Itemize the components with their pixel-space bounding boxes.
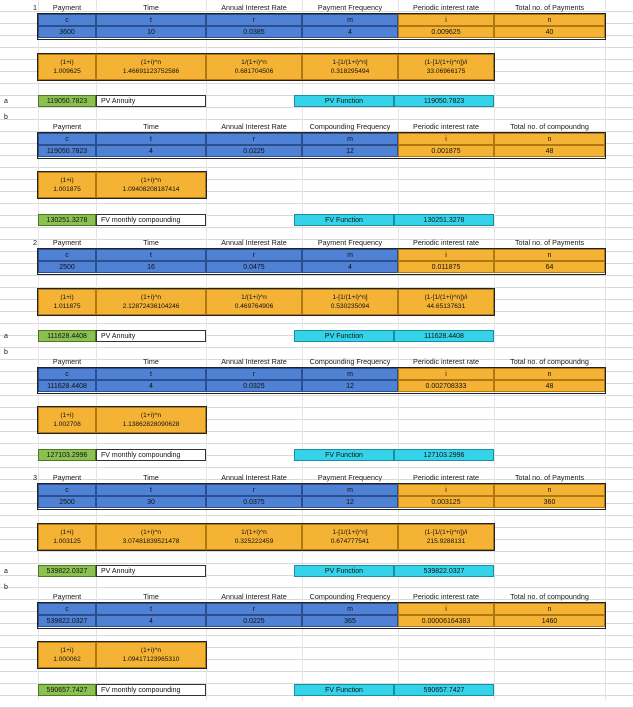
pv-symbol-cell[interactable]: t: [96, 249, 206, 261]
calc-table-frame: [37, 288, 495, 316]
pv-header: Total no. of Payments: [514, 472, 585, 482]
grid-row-line: [0, 576, 633, 588]
calc-label: (1+i)^n: [140, 294, 162, 301]
fv-value-cell[interactable]: 119050.7823: [38, 145, 96, 157]
pv-header: Annual Interest Rate: [221, 472, 287, 482]
row-tag-b: b: [4, 348, 8, 356]
fv-symbol-cell[interactable]: r: [206, 368, 302, 380]
fv-calc-table-frame: [37, 406, 207, 434]
pv-value-cell[interactable]: 2500: [38, 261, 96, 273]
calc-table-frame: [37, 523, 495, 551]
pv-annuity-result[interactable]: 539822.0327: [38, 565, 96, 577]
pv-header: Payment Frequency: [317, 472, 383, 482]
fv-result[interactable]: 590657.7427: [38, 684, 96, 696]
fv-value-cell[interactable]: 1460: [494, 615, 605, 627]
fv-value-cell[interactable]: 0.002708333: [398, 380, 494, 392]
fv-value-cell[interactable]: 12: [302, 380, 398, 392]
pv-table-frame: [37, 483, 606, 510]
pv-header: Periodic interest rate: [413, 2, 479, 12]
calc-value: 0.469764906: [234, 303, 274, 310]
calc-label: 1-[1/(1+i)^n]: [332, 59, 368, 66]
calc-value: 0.674777541: [330, 538, 370, 545]
fv-value-cell[interactable]: 4: [96, 145, 206, 157]
fv-value-cell[interactable]: 48: [494, 380, 605, 392]
calc-value: 0.318295494: [330, 68, 370, 75]
fv-calc-value: 1.002708: [53, 421, 81, 428]
pv-header: Time: [143, 237, 159, 247]
pv-value-cell[interactable]: 10: [96, 26, 206, 38]
fv-calc-label: (1+i)^n: [140, 647, 162, 654]
fv-calc-table-frame: [37, 171, 207, 199]
calc-value: 1.46691123752586: [122, 68, 180, 75]
pv-value-cell[interactable]: 0.011875: [398, 261, 494, 273]
fv-symbol-cell[interactable]: n: [494, 133, 605, 145]
grid-row-line: [0, 696, 633, 708]
fv-table-frame: [37, 602, 606, 629]
fv-header: Annual Interest Rate: [221, 121, 287, 131]
fv-function-label: FV Function: [294, 684, 394, 696]
pv-annuity-label: PV Annuity: [96, 565, 206, 577]
fv-header: Annual Interest Rate: [221, 356, 287, 366]
pv-value-cell[interactable]: 2500: [38, 496, 96, 508]
calc-value: 0.325222459: [234, 538, 274, 545]
pv-symbol-cell[interactable]: n: [494, 484, 605, 496]
row-tag-a: a: [4, 567, 8, 575]
fv-header: Compounding Frequency: [309, 591, 391, 601]
fv-value-cell[interactable]: 12: [302, 145, 398, 157]
fv-value-cell[interactable]: 365: [302, 615, 398, 627]
pv-header: Payment Frequency: [317, 2, 383, 12]
pv-symbol-cell[interactable]: t: [96, 484, 206, 496]
fv-function-label: FV Function: [294, 214, 394, 226]
grid-row-line: [0, 276, 633, 288]
fv-symbol-cell[interactable]: n: [494, 368, 605, 380]
calc-table-frame: [37, 53, 495, 81]
fv-header: Time: [143, 591, 159, 601]
fv-symbol-cell[interactable]: m: [302, 133, 398, 145]
pv-header: Payment: [52, 237, 82, 247]
pv-value-cell[interactable]: 4: [302, 26, 398, 38]
calc-value: 1.009625: [53, 68, 81, 75]
calc-label: (1+i): [60, 529, 74, 536]
row-tag-b: b: [4, 113, 8, 121]
fv-calc-label: (1+i)^n: [140, 412, 162, 419]
pv-annuity-result[interactable]: 111628.4408: [38, 330, 96, 342]
fv-label: FV monthly compounding: [96, 214, 206, 226]
fv-calc-label: (1+i): [60, 412, 74, 419]
pv-symbol-cell[interactable]: i: [398, 14, 494, 26]
calc-value: 215.9288131: [426, 538, 466, 545]
pv-value-cell[interactable]: 4: [302, 261, 398, 273]
pv-symbol-cell[interactable]: m: [302, 249, 398, 261]
pv-value-cell[interactable]: 360: [494, 496, 605, 508]
fv-label: FV monthly compounding: [96, 449, 206, 461]
calc-label: (1+i)^n: [140, 59, 162, 66]
fv-header: Periodic interest rate: [413, 356, 479, 366]
pv-symbol-cell[interactable]: i: [398, 484, 494, 496]
problem-number: 1: [33, 2, 37, 12]
calc-label: (1-[1/(1+i)^n])/i: [424, 59, 468, 66]
fv-header: Time: [143, 121, 159, 131]
pv-header: Periodic interest rate: [413, 237, 479, 247]
fv-symbol-cell[interactable]: t: [96, 133, 206, 145]
pv-table-frame: [37, 248, 606, 275]
pv-header: Annual Interest Rate: [221, 237, 287, 247]
pv-header: Total no. of Payments: [514, 237, 585, 247]
calc-label: (1+i)^n: [140, 529, 162, 536]
fv-symbol-cell[interactable]: t: [96, 368, 206, 380]
fv-symbol-cell[interactable]: i: [398, 368, 494, 380]
fv-result[interactable]: 130251.3278: [38, 214, 96, 226]
pv-function-label: PV Function: [294, 95, 394, 107]
row-tag-a: a: [4, 97, 8, 105]
fv-value-cell[interactable]: 111628.4408: [38, 380, 96, 392]
fv-table-frame: [37, 367, 606, 394]
fv-header: Total no. of compoundng: [510, 121, 589, 131]
pv-value-cell[interactable]: 16: [96, 261, 206, 273]
pv-header: Payment: [52, 2, 82, 12]
pv-header: Periodic interest rate: [413, 472, 479, 482]
pv-header: Time: [143, 472, 159, 482]
fv-symbol-cell[interactable]: r: [206, 603, 302, 615]
problem-number: 3: [33, 472, 37, 482]
pv-symbol-cell[interactable]: r: [206, 249, 302, 261]
pv-symbol-cell[interactable]: c: [38, 249, 96, 261]
fv-function-result[interactable]: 130251.3278: [394, 214, 494, 226]
fv-header: Time: [143, 356, 159, 366]
fv-header: Compounding Frequency: [309, 356, 391, 366]
fv-value-cell[interactable]: 0.0225: [206, 615, 302, 627]
fv-calc-value: 1.09417123965310: [122, 656, 180, 663]
fv-calc-value: 1.001875: [53, 186, 81, 193]
pv-function-label: PV Function: [294, 565, 394, 577]
fv-header: Payment: [52, 356, 82, 366]
pv-value-cell[interactable]: 0.0385: [206, 26, 302, 38]
problem-number: 2: [33, 237, 37, 247]
pv-function-result[interactable]: 119050.7823: [394, 95, 494, 107]
pv-value-cell[interactable]: 64: [494, 261, 605, 273]
calc-value: 1.011875: [53, 303, 81, 310]
pv-symbol-cell[interactable]: m: [302, 484, 398, 496]
fv-symbol-cell[interactable]: m: [302, 368, 398, 380]
grid-row-line: [0, 552, 633, 564]
fv-symbol-cell[interactable]: c: [38, 133, 96, 145]
pv-value-cell[interactable]: 12: [302, 496, 398, 508]
fv-header: Compounding Frequency: [309, 121, 391, 131]
fv-symbol-cell[interactable]: r: [206, 133, 302, 145]
fv-function-result[interactable]: 127103.2996: [394, 449, 494, 461]
pv-function-label: PV Function: [294, 330, 394, 342]
pv-function-result[interactable]: 111628.4408: [394, 330, 494, 342]
fv-value-cell[interactable]: 0.001875: [398, 145, 494, 157]
pv-annuity-label: PV Annuity: [96, 95, 206, 107]
fv-symbol-cell[interactable]: t: [96, 603, 206, 615]
calc-value: 2.12872436104246: [122, 303, 180, 310]
pv-header: Payment Frequency: [317, 237, 383, 247]
pv-value-cell[interactable]: 0.0475: [206, 261, 302, 273]
fv-value-cell[interactable]: 0.0325: [206, 380, 302, 392]
pv-symbol-cell[interactable]: c: [38, 14, 96, 26]
pv-header: Total no. of Payments: [514, 2, 585, 12]
calc-label: (1-[1/(1+i)^n])/i: [424, 529, 468, 536]
fv-calc-value: 1.000062: [53, 656, 81, 663]
fv-function-label: FV Function: [294, 449, 394, 461]
pv-symbol-cell[interactable]: r: [206, 484, 302, 496]
pv-symbol-cell[interactable]: r: [206, 14, 302, 26]
fv-calc-label: (1+i): [60, 647, 74, 654]
calc-label: 1/(1+i)^n: [241, 294, 267, 301]
fv-header: Payment: [52, 591, 82, 601]
pv-symbol-cell[interactable]: t: [96, 14, 206, 26]
fv-symbol-cell[interactable]: c: [38, 368, 96, 380]
pv-annuity-result[interactable]: 119050.7823: [38, 95, 96, 107]
pv-value-cell[interactable]: 3600: [38, 26, 96, 38]
fv-value-cell[interactable]: 4: [96, 380, 206, 392]
fv-calc-value: 1.13862828090628: [122, 421, 180, 428]
pv-symbol-cell[interactable]: i: [398, 249, 494, 261]
grid-column-line: [605, 0, 606, 700]
calc-value: 1.003125: [53, 538, 81, 545]
pv-value-cell[interactable]: 30: [96, 496, 206, 508]
calc-label: 1-[1/(1+i)^n]: [332, 294, 368, 301]
pv-symbol-cell[interactable]: m: [302, 14, 398, 26]
calc-label: 1/(1+i)^n: [241, 529, 267, 536]
pv-value-cell[interactable]: 0.009625: [398, 26, 494, 38]
fv-header: Total no. of compoundng: [510, 591, 589, 601]
calc-label: (1+i): [60, 294, 74, 301]
pv-header: Payment: [52, 472, 82, 482]
calc-value: 0.681704506: [234, 68, 274, 75]
pv-value-cell[interactable]: 40: [494, 26, 605, 38]
pv-header: Time: [143, 2, 159, 12]
calc-value: 3.07481839521478: [122, 538, 180, 545]
pv-table-frame: [37, 13, 606, 40]
pv-header: Annual Interest Rate: [221, 2, 287, 12]
fv-table-frame: [37, 132, 606, 159]
row-tag-a: a: [4, 332, 8, 340]
fv-header: Payment: [52, 121, 82, 131]
fv-header: Total no. of compoundng: [510, 356, 589, 366]
fv-value-cell[interactable]: 539822.0327: [38, 615, 96, 627]
fv-result[interactable]: 127103.2996: [38, 449, 96, 461]
pv-symbol-cell[interactable]: c: [38, 484, 96, 496]
fv-symbol-cell[interactable]: m: [302, 603, 398, 615]
fv-value-cell[interactable]: 4: [96, 615, 206, 627]
pv-value-cell[interactable]: 0.003125: [398, 496, 494, 508]
fv-header: Periodic interest rate: [413, 591, 479, 601]
fv-value-cell[interactable]: 48: [494, 145, 605, 157]
calc-label: (1-[1/(1+i)^n])/i: [424, 294, 468, 301]
calc-value: 44.65137631: [426, 303, 466, 310]
fv-calc-value: 1.09408208187414: [122, 186, 180, 193]
calc-value: 0.530235094: [330, 303, 370, 310]
pv-symbol-cell[interactable]: n: [494, 249, 605, 261]
pv-value-cell[interactable]: 0.0375: [206, 496, 302, 508]
fv-value-cell[interactable]: 0.0225: [206, 145, 302, 157]
fv-value-cell[interactable]: 0.00006164383: [398, 615, 494, 627]
fv-function-result[interactable]: 590657.7427: [394, 684, 494, 696]
pv-annuity-label: PV Annuity: [96, 330, 206, 342]
calc-label: 1-[1/(1+i)^n]: [332, 529, 368, 536]
row-tag-b: b: [4, 583, 8, 591]
fv-symbol-cell[interactable]: n: [494, 603, 605, 615]
fv-symbol-cell[interactable]: c: [38, 603, 96, 615]
fv-calc-label: (1+i): [60, 177, 74, 184]
fv-header: Periodic interest rate: [413, 121, 479, 131]
fv-symbol-cell[interactable]: i: [398, 603, 494, 615]
fv-calc-table-frame: [37, 641, 207, 669]
calc-value: 33.06966175: [426, 68, 466, 75]
pv-function-result[interactable]: 539822.0327: [394, 565, 494, 577]
grid-row-line: [0, 108, 633, 120]
pv-symbol-cell[interactable]: n: [494, 14, 605, 26]
calc-label: (1+i): [60, 59, 74, 66]
calc-label: 1/(1+i)^n: [241, 59, 267, 66]
fv-symbol-cell[interactable]: i: [398, 133, 494, 145]
fv-label: FV monthly compounding: [96, 684, 206, 696]
fv-header: Annual Interest Rate: [221, 591, 287, 601]
fv-calc-label: (1+i)^n: [140, 177, 162, 184]
grid-row-line: [0, 672, 633, 684]
